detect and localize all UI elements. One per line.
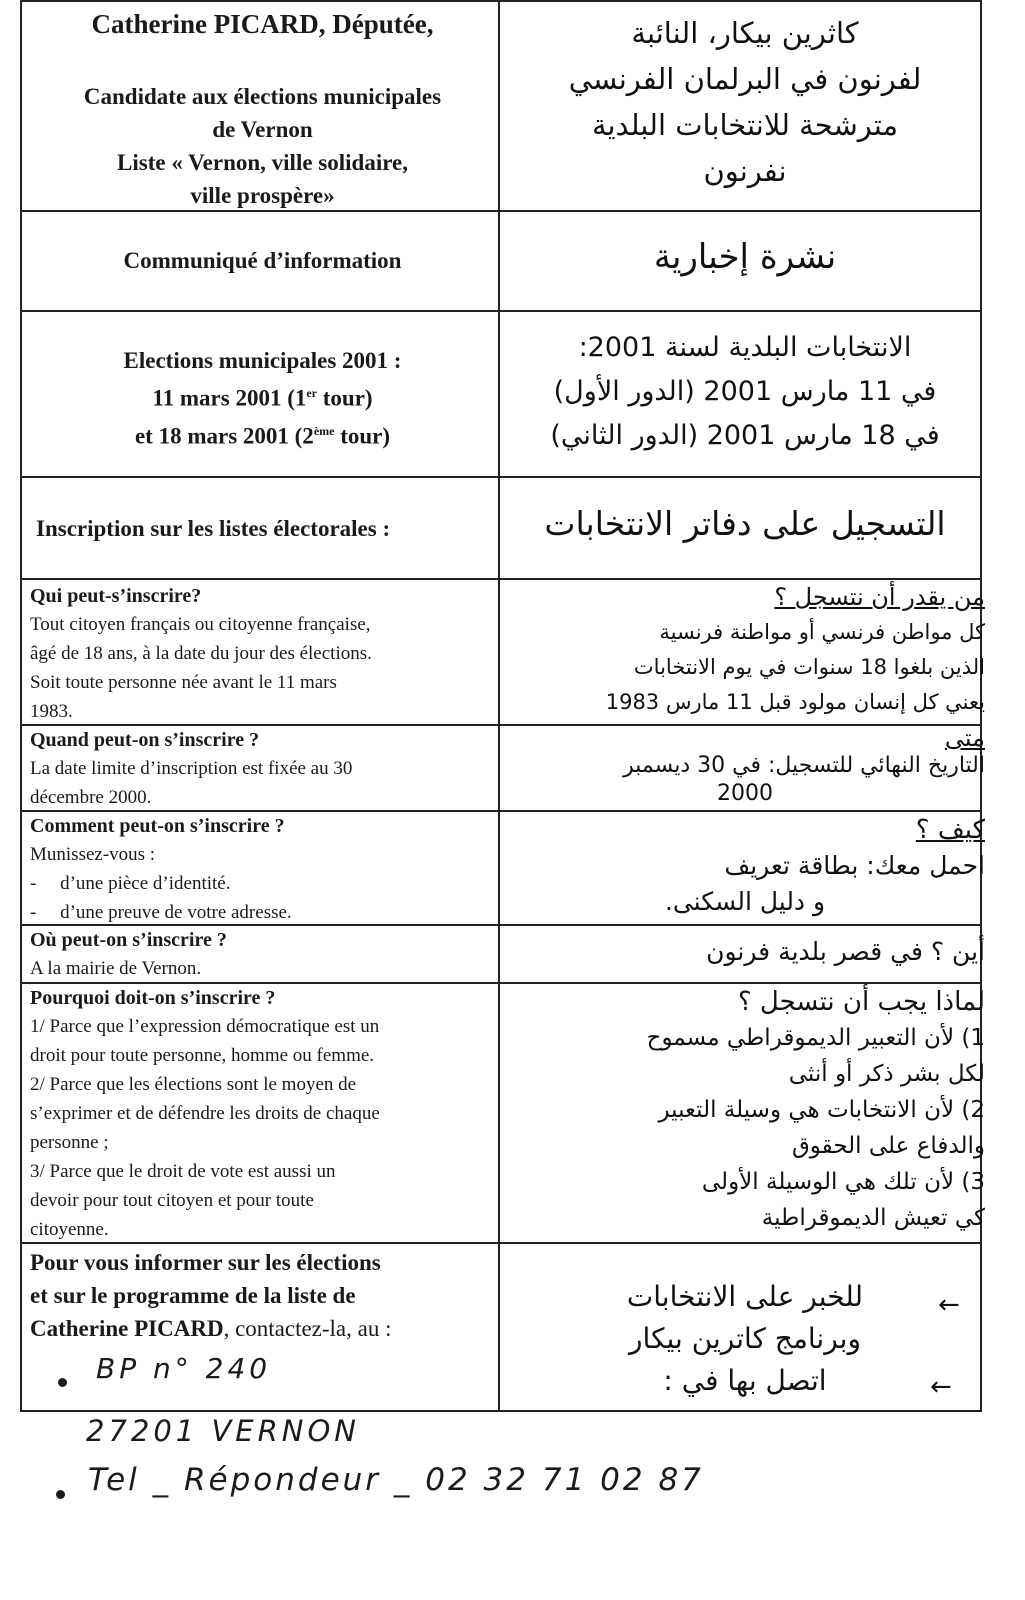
section-question: Qui peut-s’inscrire? [30, 585, 202, 607]
section-text-line: A la mairie de Vernon. [30, 958, 202, 979]
section-text-line: devoir pour tout citoyen et pour toute [30, 1190, 314, 1211]
handwritten-phone: Tel _ Répondeur _ 02 32 71 02 87 [88, 1462, 704, 1498]
section-ar-line: أين ؟ في قصر بلدية فرنون [706, 937, 985, 966]
section-text-line: - d’une pièce d’identité. [30, 873, 231, 894]
inscription-ar: التسجيل على دفاتر الانتخابات [544, 504, 946, 543]
section-ar-line: يعني كل إنسان مولود قبل 11 مارس 1983 [605, 690, 985, 714]
section-text-line: droit pour toute personne, homme ou femme. [30, 1045, 375, 1066]
elections-ar-line: الانتخابات البلدية لسنة 2001: [578, 332, 912, 363]
communique-fr: Communiqué d’information [123, 248, 402, 273]
section-text-line: 1983. [30, 701, 73, 722]
section-ar-line: كيف ؟ [915, 815, 985, 845]
communique-ar: نشرة إخبارية [653, 237, 837, 277]
section-ar-line: 2) لأن الانتخابات هي وسيلة التعبير [658, 1097, 985, 1123]
section-text-line: 3/ Parce que le droit de vote est aussi un [30, 1161, 336, 1182]
contact-ar-line: للخبر على الانتخابات [626, 1280, 864, 1313]
section-who-fr [30, 582, 495, 726]
inscription-fr: Inscription sur les listes électorales : [36, 516, 391, 541]
contact-line: Pour vous informer sur les élections [30, 1250, 381, 1275]
section-text-line: âgé de 18 ans, à la date du jour des élections. [30, 643, 372, 664]
section-who-ar [505, 580, 985, 720]
list-name-line2: ville prospère» [190, 183, 335, 208]
section-ar-line: 2000 [717, 781, 773, 806]
section-when-fr [30, 726, 495, 812]
section-text-line: Tout citoyen français ou citoyenne française, [30, 614, 371, 635]
elections-ar-line: في 11 مارس 2001 (الدور الأول) [553, 376, 937, 407]
section-text-line: s’exprimer et de défendre les droits de chaque [30, 1103, 380, 1124]
header-fr-block [30, 6, 495, 212]
section-ar-line: احمل معك: بطاقة تعريف [724, 851, 985, 880]
contact-ar-line: اتصل بها في : [663, 1364, 827, 1397]
elections-fr-block [30, 344, 495, 452]
elections-round-2: et 18 mars 2001 (2ème tour) [134, 423, 391, 449]
row-divider [20, 476, 982, 478]
elections-ar-line: في 18 مارس 2001 (الدور الثاني) [550, 420, 940, 451]
arrow-left-icon: ← [930, 1372, 952, 1402]
header-ar-line: مترشحة للانتخابات البلدية [591, 108, 899, 142]
section-ar-line: كل مواطن فرنسي أو مواطنة فرنسية [659, 620, 985, 644]
section-ar-line: 3) لأن تلك هي الوسيلة الأولى [701, 1169, 985, 1195]
contact-fr-block [30, 1246, 495, 1345]
section-text-line: Soit toute personne née avant le 11 mars [30, 672, 337, 693]
header-ar-line: كاثرين بيكار، النائبة [631, 16, 859, 50]
contact-ar-line: وبرنامج كاترين بيكار [629, 1322, 861, 1355]
table-top-border [20, 0, 982, 2]
section-question: Comment peut-on s’inscrire ? [30, 815, 285, 837]
row-divider [20, 310, 982, 312]
section-ar-line: و دليل السكنى. [664, 887, 826, 916]
bullet-icon [56, 1490, 65, 1499]
section-text-line: - d’une preuve de votre adresse. [30, 902, 292, 923]
arrow-left-icon: ← [938, 1290, 960, 1320]
section-text-line: décembre 2000. [30, 787, 152, 808]
elections-title: Elections municipales 2001 : [123, 348, 402, 373]
section-text-line: personne ; [30, 1132, 109, 1153]
bullet-icon [58, 1378, 67, 1387]
section-ar-line: لكل بشر ذكر أو أنثى [788, 1061, 985, 1087]
section-when-ar [505, 724, 985, 808]
section-ar-line: الذين بلغوا 18 سنوات في يوم الانتخابات [633, 655, 985, 679]
candidate-title: Candidate aux élections municipales [83, 84, 442, 109]
elections-ar-block [505, 326, 985, 458]
section-question: Quand peut-on s’inscrire ? [30, 729, 260, 751]
handwritten-po-box: BP n° 240 [96, 1352, 272, 1385]
contact-line: et sur le programme de la liste de [30, 1283, 356, 1308]
section-ar-line: والدفاع على الحقوق [791, 1133, 985, 1159]
section-text-line: 2/ Parce que les élections sont le moyen de [30, 1074, 357, 1095]
contact-ar-block [505, 1276, 985, 1402]
list-name-line1: Liste « Vernon, ville solidaire, [117, 150, 408, 175]
section-where-fr [30, 926, 495, 983]
section-how-ar [505, 812, 985, 920]
section-ar-line: من يقدر أن نتسجل ؟ [774, 583, 985, 611]
header-ar-line: نفرنون [703, 154, 787, 188]
elections-round-1: 11 mars 2001 (1er tour) [152, 385, 373, 411]
candidate-name: Catherine PICARD, Députée, [91, 9, 434, 39]
candidate-city: de Vernon [212, 117, 313, 142]
section-question: Pourquoi doit-on s’inscrire ? [30, 987, 276, 1009]
header-ar-block [505, 10, 985, 194]
section-how-fr [30, 812, 495, 927]
section-ar-line: متى [944, 724, 985, 752]
section-why-ar [505, 984, 985, 1236]
section-text-line: La date limite d’inscription est fixée au 30 [30, 758, 353, 779]
section-where-ar [505, 932, 985, 972]
table-bottom-border [20, 1410, 982, 1412]
section-ar-line: 1) لأن التعبير الديموقراطي مسموح [646, 1025, 985, 1051]
section-ar-line: كي تعيش الديموقراطية [761, 1205, 985, 1231]
section-text-line: citoyenne. [30, 1219, 109, 1240]
header-ar-line: لفرنون في البرلمان الفرنسي [568, 62, 922, 96]
section-why-fr [30, 984, 495, 1244]
contact-line: Catherine PICARD, contactez-la, au : [30, 1316, 392, 1341]
section-text-line: 1/ Parce que l’expression démocratique est un [30, 1016, 380, 1037]
section-question: Où peut-on s’inscrire ? [30, 929, 227, 951]
handwritten-postal-code: 27201 VERNON [86, 1414, 360, 1448]
section-text-line: Munissez-vous : [30, 844, 156, 865]
section-ar-line: لماذا يجب أن نتسجل ؟ [737, 987, 985, 1017]
section-ar-line: التاريخ النهائي للتسجيل: في 30 ديسمبر [623, 753, 985, 778]
